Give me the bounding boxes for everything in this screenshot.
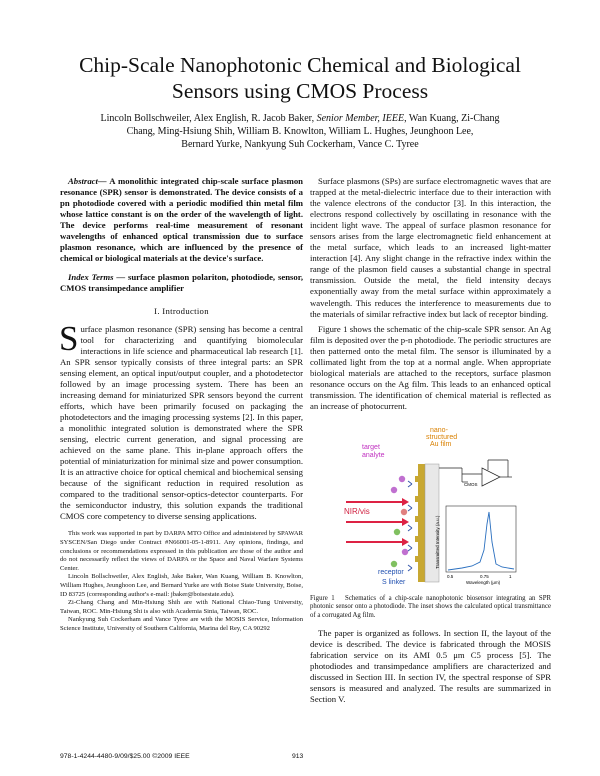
analyte-dot [401,509,407,515]
au-ridge [415,496,418,502]
sensor-schematic [342,424,520,591]
footer-isbn: 978-1-4244-4480-9/09/$25.00 ©2009 IEEE [60,753,190,760]
au-film [418,464,425,582]
label-analyte: target analyte [362,443,385,459]
analyte-dot [402,549,408,555]
analyte-dot [391,487,397,493]
light-arrowhead [402,518,409,526]
index-terms [60,272,303,294]
paper-title: Chip-Scale Nanophotonic Chemical and Biological Sensors using CMOS Process [79,53,521,103]
abstract-text: A monolithic integrated chip-scale surface plasmon resonance (SPR) sensor is demonstrated. The device consists of a pn photodiode covered with a periodic modified thin metal film whose lattice constant is on the order of the wavelength of light. The device performs real-time measurement of resonant wavelengths of enhanced optical transmission due to surface plasmon resonance, which are influenced by the presence of chemical or biological materials at the device's surface. [60,176,303,264]
label-nir: NIR/vis [344,506,370,516]
figure-1 [342,424,520,591]
light-arrowhead [402,498,409,506]
analyte-dot [399,476,405,482]
footnote: Nankyung Suh Cockerham and Vance Tyree are with the MOSIS Service, Information Science Institute, University of Southern California, Marina del Rey, CA 90292 [60,616,303,632]
body-paragraph: Surface plasmons (SPs) are surface electromagnetic waves that are trapped at the metal-dielectric interface due to their interaction with the valence electrons of the conductor [3]. In this interaction, the electrons respond collectively by oscillating in resonance with the incident light wave. The appeal of surface plasmon resonance for sensors arises from the large electromagnetic field enhancement at the metal surface, which leads to an increased light-matter interaction [4]. Any slight change in the refractive index within the range of the plasmon field causes a substantial change in spectral transmission. Outside the metal, the field intensity decays exponentially away from the metal surface within approximately a wavelength. This reduces the interference to measurements due to the materials of similar refractive index but lack of receptor binding. [310,176,551,319]
index-terms-text: — surface plasmon polariton, photodiode, sensor, CMOS transimpedance amplifier [60,272,303,294]
index-terms-label: Index Terms [68,272,114,283]
intro-paragraph [59,318,303,523]
figure-caption [310,595,551,620]
authors-line: Chang, Ming-Hsiung Shih, William B. Knowlton, William L. Hughes, Jeunghoon Lee, [126,126,474,138]
receptors [408,481,412,571]
caption-label: Figure 1 [310,594,335,602]
footnote: This work was supported in part by DARPA MTO Office and administered by SPAWAR SYSCEN/San Diego under Contract #N66001-05-1-8911. Any opinions, findings, and conclusions or recommendations expressed in this publication are those of the author and do not necessarily reflect the views of DARPA or the Space and Naval Warfare Systems Center. [60,530,303,572]
intro-text: urface plasmon resonance (SPR) sensing has become a central tool for characterizing and quantifying biomolecular interactions in life science and pharmaceutical lab research [1]. An SPR sensor typically consists of three integral parts: an SPR sensing element, an optical input/output coupler, and a photodetector followed by an image processing system. There has been an increasing demand for miniaturized SPR sensors beyond the current efforts, which have been primarily focused on packaging the photodetectors and the imaging processing systems [2]. In this paper, a monolithic integrated solution is demonstrated where the SPR sensing, electric current generation, and signal processing are achieved on the same plane. This in-plane approach offers the potential of miniaturization for minimal size and power consumption. It is an attractive choice for optical chemical and biochemical sensing because of the significant reduction in required resolution as compared to the traditional sensor-optics-detector counterparts. For the semiconductor industry, this solution expands the traditional CMOS core competency to diverse sensing applications. [60,323,303,522]
label-receptor: receptor [378,568,404,576]
analyte-dot [394,529,400,535]
inset-y-label: Transmitted Intensity (a.u.) [435,515,440,569]
label-nano: nano-structured Au film [426,426,458,448]
au-ridge [415,536,418,542]
inset-x-tick: 1 [509,573,512,579]
footnotes [60,530,303,633]
au-ridge [415,516,418,522]
label-linker: S linker [382,578,406,586]
body-paragraph: Figure 1 shows the schematic of the chip-scale SPR sensor. An Ag film is deposited over the p-n photodiode. The periodic structures are then patterned onto the metal film. The sensor is illuminated by a collimated light from the top at a normal angle. When appropriate biological materials are attached to the receptors, surface plasmon resonance occurs on the Ag film. This leads to an enhanced optical transmission. The identification of chemical material is reflected as an increase of photocurrent. [310,323,551,411]
left-column [60,176,303,633]
section-heading: I. Introduction [154,306,209,317]
page-number: 913 [292,753,304,760]
inset-x-label: Wavelength (μm) [466,579,501,585]
abstract-label: Abstract— [68,176,107,186]
inset-x-tick: 0.75 [480,573,489,579]
footnote: Zi-Chang Chang and Min-Hsiung Shih are with National Chiao-Tung University, Taiwan, ROC. Min-Hsiung Shi is also with Academia Sinia, Taiwan, ROC. [60,599,303,615]
inset-x-tick: 0.5 [447,573,454,579]
caption-text: Schematics of a chip-scale nanophotonic biosensor integrating an SPR photonic sensor onto a photodiode. The inset shows the calculated optical transmittance of a corrugated Ag film. [310,594,552,619]
authors-line: Bernard Yurke, Nankyung Suh Cockerham, Vance C. Tyree [181,139,419,151]
au-ridge [415,476,418,482]
label-cmos: CMOS [464,481,478,487]
footnote: Lincoln Bollschweiler, Alex English, Jake Baker, Wan Kuang, William B. Knowlton, William Hughes, Jeunghoon Lee, and Bernard Yurke are with Boise State University, Boise, ID 83725 (corresponding author's e-mail: jbaker@boisestate.edu). [60,573,303,598]
drop-cap: S [59,318,79,358]
analyte-dot [391,561,397,567]
right-column [310,176,551,706]
author-list [72,112,528,152]
authors-line: Lincoln Bollschweiler, Alex English, R. Jacob Baker, Senior Member, IEEE, Wan Kuang, Zi-Chang [100,113,500,124]
body-paragraph: The paper is organized as follows. In section II, the layout of the device is described. The device is fabricated through the MOSIS fabrication service on its AMI 0.5 μm C5 process [5]. The photodiodes and transimpedance amplifiers are characterized and discussed in Section III. In section IV, the spectral response of SPR sensors is measured and analyzed. The results are summarized in Section V. [310,628,551,705]
au-ridge [415,556,418,562]
inset-plot-frame [446,506,516,572]
abstract [60,176,303,264]
light-arrowhead [402,538,409,546]
author-title: Senior Member, IEEE [316,113,405,124]
